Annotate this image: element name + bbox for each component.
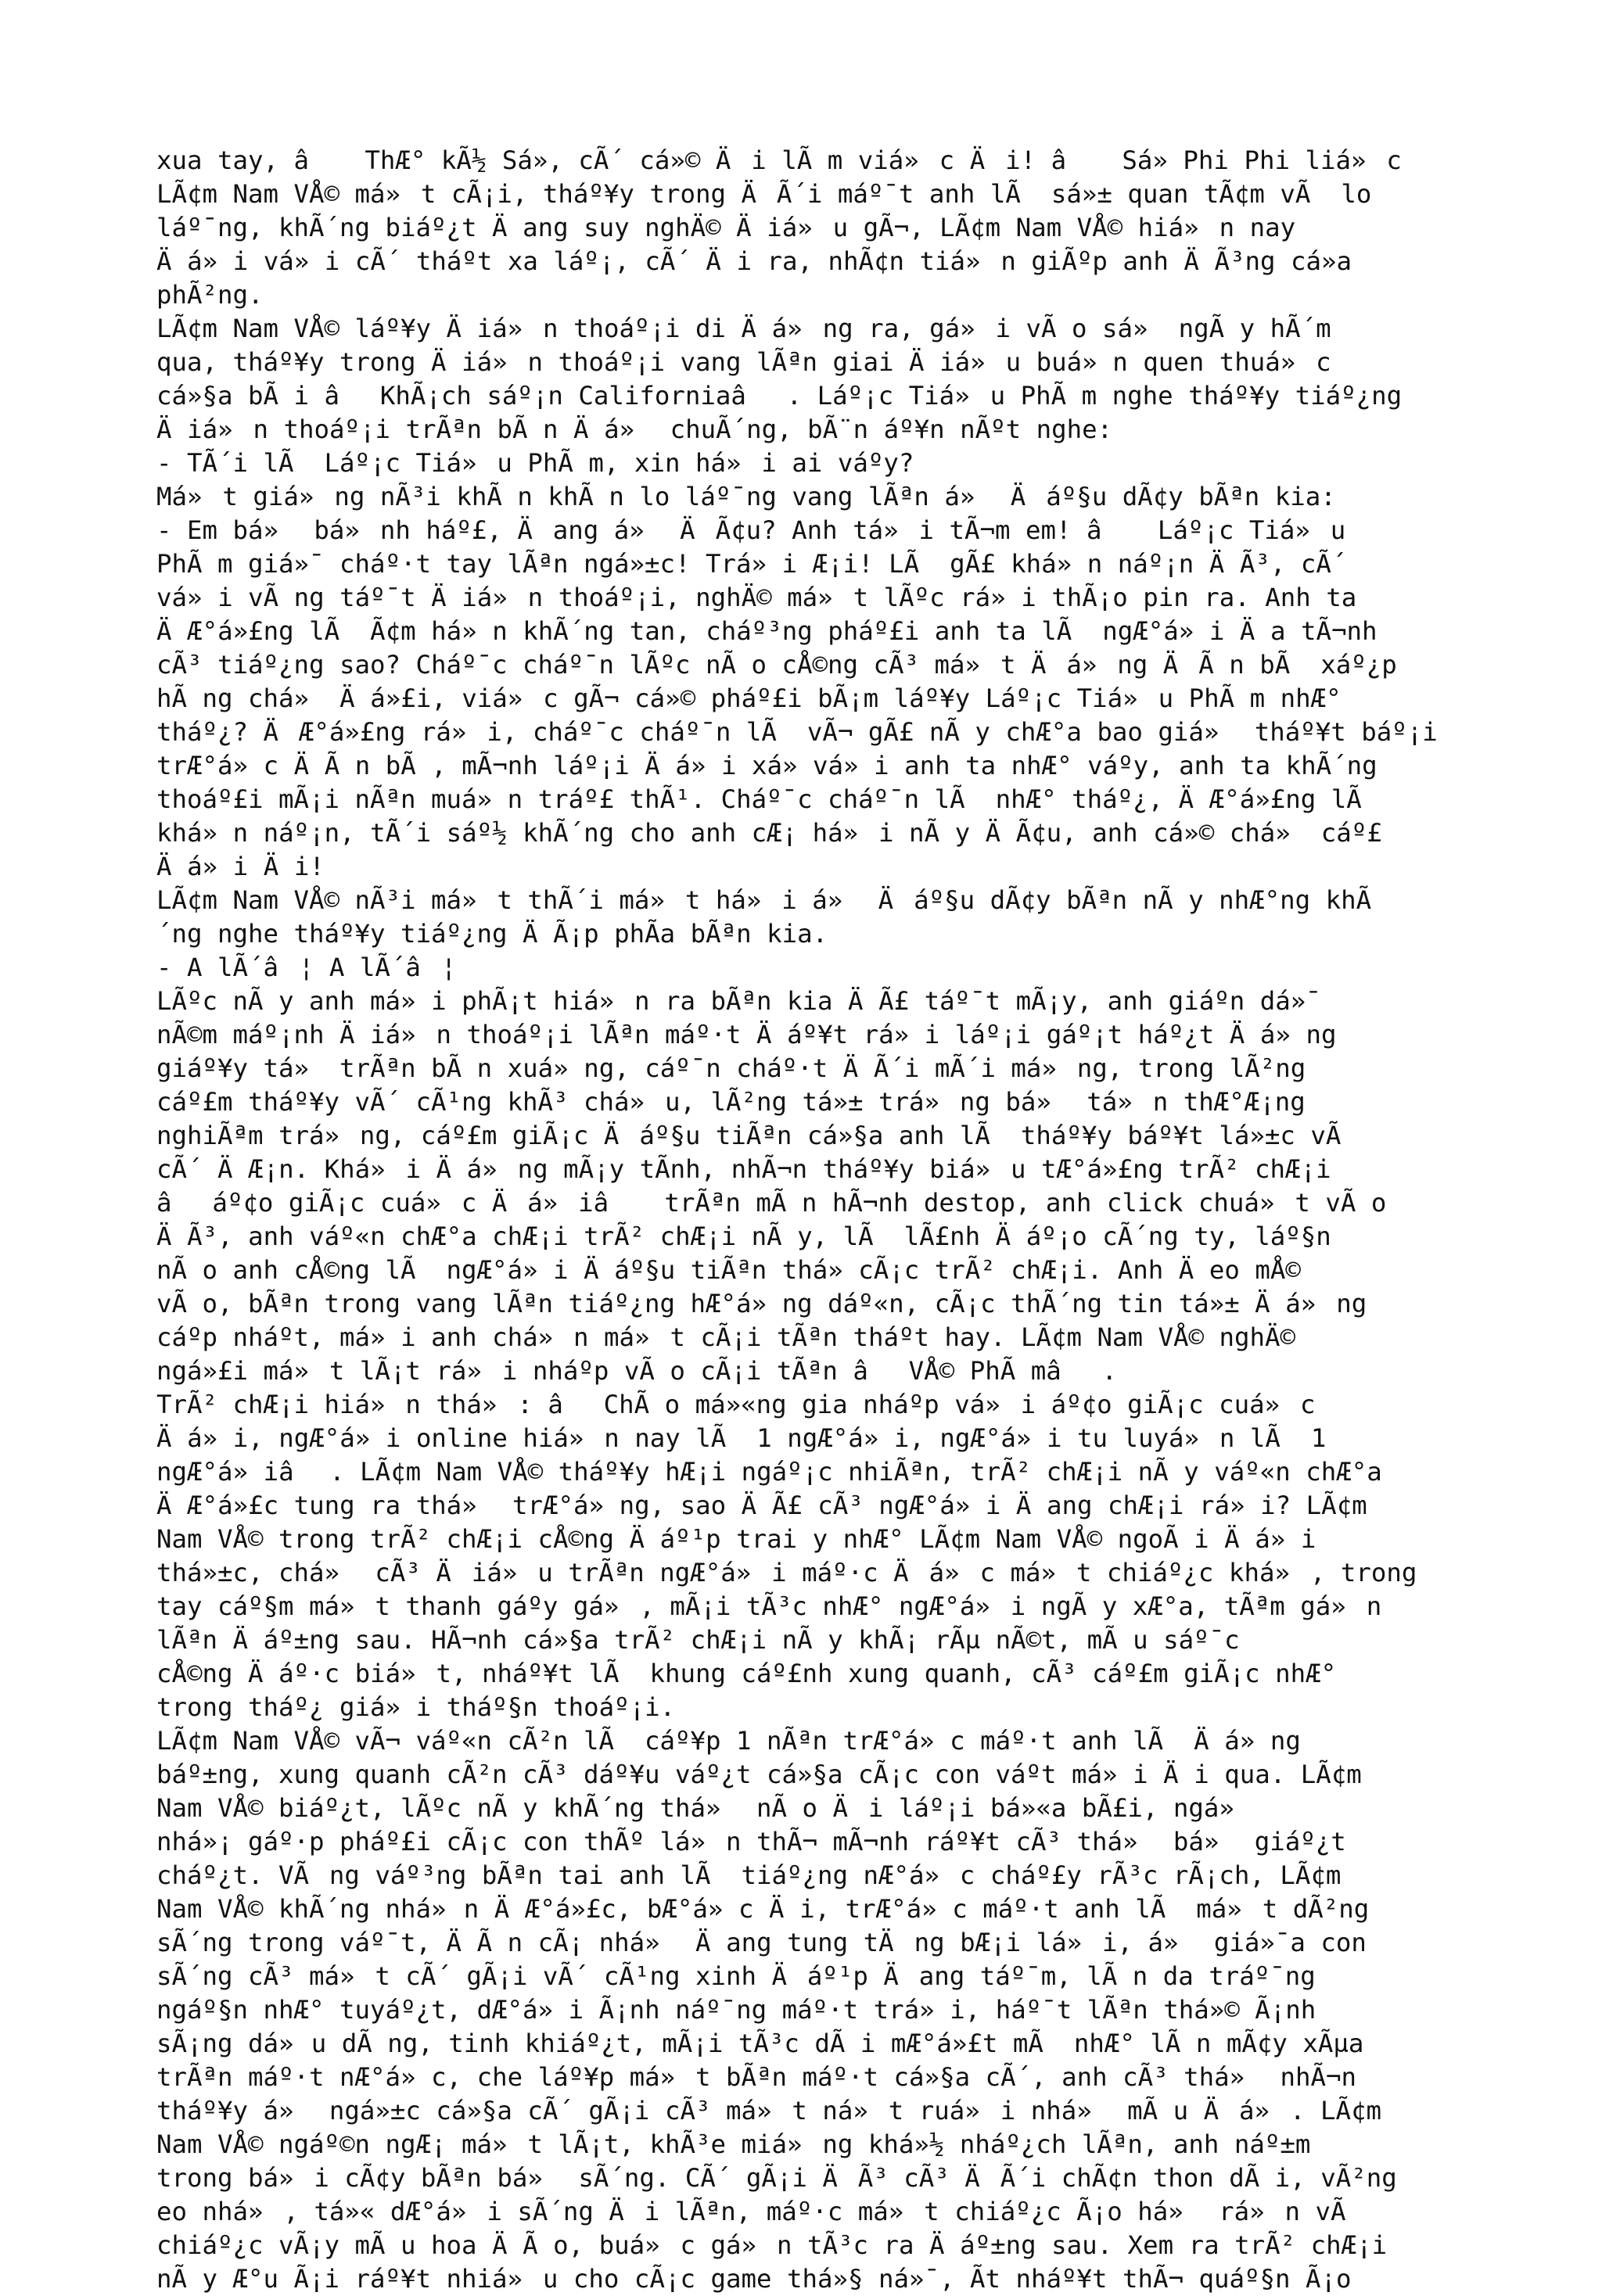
text-line: vÃ o, bÃªn trong vang lÃªn tiáº¿ng hÆ°á»ng dáº«n, cÃ¡c thÃ´ng tin tá»± Äá»ng — [156, 1289, 1367, 1318]
text-line: trÆ°á»c ÄÃ n bÃ , mÃ¬nh láº¡i Äá»i xá» vá»i anh ta nhÆ° váºy, anh ta khÃ´ng — [156, 751, 1378, 780]
text-line: giáº¥y tá» trÃªn bÃ n xuá»ng, cáº¯n cháº·t ÄÃ´i mÃ´i má»ng, trong lÃ²ng — [156, 1053, 1306, 1083]
text-line: LÃ¢m Nam VÅ© vÃ¬ váº«n cÃ²n lÃ cáº¥p 1 nÃªn trÆ°á»c máº·t anh lÃ Äá»ng — [156, 1726, 1301, 1756]
text-line: âáº¢o giÃ¡c cuá»c Äá»iâ trÃªn mÃ n hÃ¬nh destop, anh click chuá»t vÃ o — [156, 1188, 1387, 1218]
text-line: ÄÆ°á»£c tung ra thá» trÆ°á»ng, sao ÄÃ£ cÃ³ ngÆ°á»i Äang chÆ¡i rá»i? LÃ¢m — [156, 1491, 1367, 1520]
text-line: thá»±c, chá» cÃ³ Äiá»u trÃªn ngÆ°á»i máº·c Äá»c má»t chiáº¿c khá», trong — [156, 1558, 1417, 1587]
text-line: cÃ´ ÄÆ¡n. Khá»i Äá»ng mÃ¡y tÃnh, nhÃ¬n tháº¥y biá»u tÆ°á»£ng trÃ² chÆ¡i — [156, 1154, 1331, 1184]
text-line: qua, tháº¥y trong Äiá»n thoáº¡i vang lÃªn giai Äiá»u buá»n quen thuá»c — [156, 347, 1331, 377]
text-line: thoáº£i mÃ¡i nÃªn muá»n tráº£ thÃ¹. Cháº¯c cháº¯n lÃ nhÆ° tháº¿, ÄÆ°á»£ng lÃ — [156, 784, 1378, 814]
text-line: báº±ng, xung quanh cÃ²n cÃ³ dáº¥u váº¿t cá»§a cÃ¡c con váºt má»i Äi qua. LÃ¢m — [156, 1760, 1362, 1789]
text-line: Nam VÅ© ngáº©n ngÆ¡ má»t lÃ¡t, khÃ³e miá»ng khá»½ nháº¿ch lÃªn, anh náº±m — [156, 2129, 1311, 2159]
text-line: Äá»i vá»i cÃ´ tháºt xa láº¡, cÃ´ Äi ra, nhÃ¢n tiá»n giÃºp anh ÄÃ³ng cá»a — [156, 246, 1352, 276]
text-line: khá»n náº¡n, tÃ´i sáº½ khÃ´ng cho anh cÆ¡ há»i nÃ y ÄÃ¢u, anh cá»© chá» cáº£ — [156, 818, 1382, 848]
text-line: nÃ y Æ°u Ã¡i ráº¥t nhiá»u cho cÃ¡c game thá»§ ná»¯, Ãt nháº¥t thÃ¬ quáº§n Ã¡o — [156, 2264, 1352, 2294]
text-line: ´ng nghe tháº¥y tiáº¿ng ÄÃ¡p phÃa bÃªn kia. — [156, 919, 828, 949]
text-line: tháº¥y á» ngá»±c cá»§a cÃ´ gÃ¡i cÃ³ má»t ná»t ruá»i nhá» mÃ u Äá». LÃ¢m — [156, 2096, 1381, 2126]
text-line: cáºp nháºt, má»i anh chá»n má»t cÃ¡i tÃªn tháºt hay. LÃ¢m Nam VÅ© nghÄ© — [156, 1322, 1295, 1352]
text-line: Äá»i Äi! — [156, 852, 325, 881]
text-line: cá»§a bÃ i âKhÃ¡ch sáº¡n Californiaâ. Láº¡c Tiá»u PhÃ m nghe tháº¥y tiáº¿ng — [156, 381, 1403, 411]
text-line: Má»t giá»ng nÃ³i khÃ n khÃ n lo láº¯ng vang lÃªn á» Äáº§u dÃ¢y bÃªn kia: — [156, 482, 1336, 511]
text-line: xua tay, â ThÆ° kÃ½ Sá», cÃ´ cá»© Äi lÃ m viá»c Äi! â Sá» Phi Phi liá»c — [156, 145, 1402, 175]
text-line: cÅ©ng Äáº·c biá»t, nháº¥t lÃ khung cáº£nh xung quanh, cÃ³ cáº£m giÃ¡c nhÆ° — [156, 1659, 1337, 1688]
text-line: tháº¿? ÄÆ°á»£ng rá»i, cháº¯c cháº¯n lÃ vÃ¬ gÃ£ nÃ y chÆ°a bao giá» tháº¥t báº¡i — [156, 717, 1438, 747]
text-line: - TÃ´i lÃ Láº¡c Tiá»u PhÃ m, xin há»i ai váºy? — [156, 448, 914, 478]
text-line: sÃ¡ng dá»u dÃ ng, tinh khiáº¿t, mÃ¡i tÃ³c dÃ i mÆ°á»£t mÃ nhÆ° lÃ n mÃ¢y xÃµa — [156, 2029, 1364, 2058]
text-line: ngá»£i má»t lÃ¡t rá»i nháºp vÃ o cÃ¡i tÃªn âVÅ© PhÃ mâ. — [156, 1356, 1118, 1386]
text-line: nghiÃªm trá»ng, cáº£m giÃ¡c Äáº§u tiÃªn cá»§a anh lÃ tháº¥y báº¥t lá»±c vÃ — [156, 1121, 1356, 1150]
text-line: sÃ´ng cÃ³ má»t cÃ´ gÃ¡i vÃ´ cÃ¹ng xinh Äáº¹p Äang táº¯m, lÃ n da tráº¯ng — [156, 1961, 1316, 1991]
text-line: eo nhá», tá»« dÆ°á»i sÃ´ng Äi lÃªn, máº·c má»t chiáº¿c Ã¡o há» rá»n vÃ — [156, 2197, 1362, 2226]
text-line: chiáº¿c vÃ¡y mÃ u hoa ÄÃ o, buá»c gá»n tÃ³c ra Äáº±ng sau. Xem ra trÃ² chÆ¡i — [156, 2230, 1388, 2260]
text-line: Äiá»n thoáº¡i trÃªn bÃ n Äá» chuÃ´ng, bÃ¨n áº¥n nÃºt nghe: — [156, 414, 1113, 444]
text-line: LÃ¢m Nam VÅ© láº¥y Äiá»n thoáº¡i di Äá»ng ra, gá»i vÃ o sá» ngÃ y hÃ´m — [156, 314, 1331, 343]
text-line: Nam VÅ© trong trÃ² chÆ¡i cÅ©ng Äáº¹p trai y nhÆ° LÃ¢m Nam VÅ© ngoÃ i Äá»i — [156, 1524, 1316, 1554]
text-line: Nam VÅ© biáº¿t, lÃºc nÃ y khÃ´ng thá» nÃ o Äi láº¡i bá»«a bÃ£i, ngá» — [156, 1793, 1255, 1823]
text-line: trÃªn máº·t nÆ°á»c, che láº¥p má»t bÃªn máº·t cá»§a cÃ´, anh cÃ³ thá» nhÃ¬n — [156, 2062, 1356, 2092]
text-line: cháº¿t. VÃng váº³ng bÃªn tai anh lÃ tiáº¿ng nÆ°á»c cháº£y rÃ³c rÃ¡ch, LÃ¢m — [156, 1860, 1342, 1890]
text-line: nÃ o anh cÅ©ng lÃ ngÆ°á»i Äáº§u tiÃªn thá» cÃ¡c trÃ² chÆ¡i. Anh Äeo mÅ© — [156, 1255, 1301, 1285]
text-line: ÄÆ°á»£ng lÃ Ã¢m há»n khÃ´ng tan, cháº³ng pháº£i anh ta lÃ ngÆ°á»i Äa tÃ¬nh — [156, 616, 1378, 646]
text-line: PhÃ m giá»¯ cháº·t tay lÃªn ngá»±c! Trá»i Æ¡i! LÃ gÃ£ khá»n náº¡n ÄÃ³, cÃ´ — [156, 549, 1347, 579]
text-line: vá»i vÃ ng táº¯t Äiá»n thoáº¡i, nghÄ© má»t lÃºc rá»i thÃ¡o pin ra. Anh ta — [156, 583, 1357, 612]
text-line: nÃ©m máº¡nh Äiá»n thoáº¡i lÃªn máº·t Äáº¥t rá»i láº¡i gáº¡t háº¿t Äá»ng — [156, 1020, 1337, 1049]
text-line: tay cáº§m má»t thanh gáºy gá», mÃ¡i tÃ³c nhÆ° ngÆ°á»i ngÃ y xÆ°a, tÃªm gá»n — [156, 1591, 1382, 1621]
text-line: lÃªn Äáº±ng sau. HÃ¬nh cá»§a trÃ² chÆ¡i nÃ y khÃ¡ rÃµ nÃ©t, mÃ u sáº¯c — [156, 1625, 1240, 1655]
text-line: trong bá»i cÃ¢y bÃªn bá» sÃ´ng. CÃ´ gÃ¡i ÄÃ³ cÃ³ ÄÃ´i chÃ¢n thon dÃ i, vÃ²ng — [156, 2163, 1397, 2193]
text-line: trong tháº¿ giá»i tháº§n thoáº¡i. — [156, 1692, 676, 1722]
text-line: sÃ´ng trong váº¯t, ÄÃ n cÃ¡ nhá» Äang tung tÄng bÆ¡i lá»i, á» giá»¯a con — [156, 1928, 1367, 1957]
text-line: - A lÃ´â¦ A lÃ´â¦ — [156, 952, 457, 982]
text-line: LÃ¢m Nam VÅ© má»t cÃ¡i, tháº¥y trong ÄÃ´i máº¯t anh lÃ sá»± quan tÃ¢m vÃ lo — [156, 179, 1372, 209]
text-line: ngáº§n nhÆ° tuyáº¿t, dÆ°á»i Ã¡nh náº¯ng máº·t trá»i, háº¯t lÃªn thá»© Ã¡nh — [156, 1995, 1316, 2025]
text-line: Äá»i, ngÆ°á»i online hiá»n nay lÃ 1 ngÆ°á»i, ngÆ°á»i tu luyá»n lÃ 1 — [156, 1423, 1327, 1453]
text-line: láº¯ng, khÃ´ng biáº¿t Äang suy nghÄ© Äiá»u gÃ¬, LÃ¢m Nam VÅ© hiá»n nay — [156, 213, 1296, 242]
text-line: phÃ²ng. — [156, 280, 264, 310]
text-line: TrÃ² chÆ¡i hiá»n thá»: âChÃ o má»«ng gia nháºp vá»i áº¢o giÃ¡c cuá»c — [156, 1390, 1316, 1419]
text-line: LÃºc nÃ y anh má»i phÃ¡t hiá»n ra bÃªn kia ÄÃ£ táº¯t mÃ¡y, anh giáºn dá»¯ — [156, 986, 1321, 1016]
text-line: cÃ³ tiáº¿ng sao? Cháº¯c cháº¯n lÃºc nÃ o cÅ©ng cÃ³ má»t Äá»ng ÄÃ n bÃ xáº¿p — [156, 650, 1397, 680]
text-line: Nam VÅ© khÃ´ng nhá»n ÄÆ°á»£c, bÆ°á»c Äi, trÆ°á»c máº·t anh lÃ má»t dÃ²ng — [156, 1894, 1370, 1924]
text-line: LÃ¢m Nam VÅ© nÃ³i má»t thÃ´i má»t há»i á» Äáº§u dÃ¢y bÃªn nÃ y nhÆ°ng khÃ — [156, 885, 1372, 915]
text-line: nhá»¡ gáº·p pháº£i cÃ¡c con thÃº lá»n thÃ¬ mÃ¬nh ráº¥t cÃ³ thá» bá» giáº¿t — [156, 1827, 1346, 1857]
text-line: hÃ ng chá» Äá»£i, viá»c gÃ¬ cá»© pháº£i bÃ¡m láº¥y Láº¡c Tiá»u PhÃ m nhÆ° — [156, 683, 1342, 713]
text-line: ÄÃ³, anh váº«n chÆ°a chÆ¡i trÃ² chÆ¡i nÃ y, lÃ lÃ£nh Äáº¡o cÃ´ng ty, láº§n — [156, 1222, 1331, 1251]
text-line: cáº£m tháº¥y vÃ´ cÃ¹ng khÃ³ chá»u, lÃ²ng tá»± trá»ng bá» tá»n thÆ°Æ¡ng — [156, 1087, 1306, 1117]
text-line: - Em bá» bá»nh háº£, Äang á» ÄÃ¢u? Anh tá»i tÃ¬m em! â Láº¡c Tiá»u — [156, 515, 1346, 545]
body-text — [156, 144, 1455, 2296]
text-line: ngÆ°á»iâ. LÃ¢m Nam VÅ© tháº¥y hÆ¡i ngáº¡c nhiÃªn, trÃ² chÆ¡i nÃ y váº«n chÆ°a — [156, 1457, 1382, 1487]
